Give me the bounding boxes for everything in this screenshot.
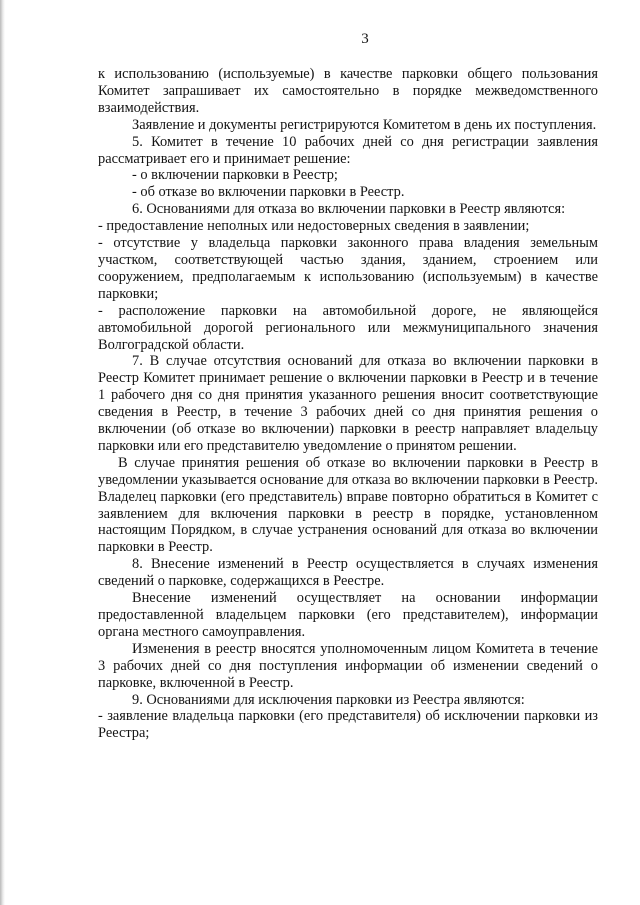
paragraph: 5. Комитет в течение 10 рабочих дней со дня регистрации заявления рассматривает его и принимает решение: — [98, 133, 598, 167]
list-item: - заявление владельца парковки (его представителя) об исключении парковки из Реестра; — [98, 708, 598, 742]
paragraph: Изменения в реестр вносятся уполномоченным лицом Комитета в течение 3 рабочих дней со дня поступления информации об изменении сведений о парковке, включенной в Реестр. — [98, 640, 598, 691]
list-item: - предоставление неполных или недостоверных сведения в заявлении; — [98, 218, 530, 235]
scan-edge — [0, 0, 5, 905]
paragraph: 7. В случае отсутствия оснований для отказа во включении парковки в Реестр Комитет принимает решение о включении парковки в Реестр и в течение 1 рабочего дня со дня принятия указанного решения вносит соответствующие сведения в Реестр, в течение 3 рабочих дней со дня принятия решения о включении (об отказе во включении) парковки в реестр направляет владельцу парковки или его представителю уведомление о принятом решении. — [98, 353, 598, 454]
list-item: - об отказе во включении парковки в Реестр. — [132, 184, 405, 201]
paragraph: 8. Внесение изменений в Реестр осуществляется в случаях изменения сведений о парковке, содержащихся в Реестре. — [98, 556, 598, 590]
paragraph: В случае принятия решения об отказе во включении парковки в Реестр в уведомлении указывается основание для отказа во включении парковки в Реестр. Владелец парковки (его представитель) вправе повторно обратиться в Комитет с заявлением для включения парковки в реестр в порядке, установленном настоящим Порядком, в случае устранения оснований для отказа во включении парковки в Реестр. — [98, 454, 598, 556]
paragraph: 6. Основаниями для отказа во включении парковки в Реестр являются: — [132, 201, 566, 218]
paragraph: 9. Основаниями для исключения парковки из Реестра являются: — [132, 691, 525, 708]
paragraph: Внесение изменений осуществляет на основании информации предоставленной владельцем парковки (его представителем), информации органа местного самоуправления. — [98, 590, 598, 640]
paragraph: к использованию (используемые) в качестве парковки общего пользования Комитет запрашивает их самостоятельно в порядке межведомственного взаимодействия. — [98, 66, 598, 116]
body-text — [98, 66, 598, 742]
list-item: - расположение парковки на автомобильной дороге, не являющейся автомобильной дорогой регионального или межмуниципального значения Волгоградской области. — [98, 302, 598, 353]
paragraph: Заявление и документы регистрируются Комитетом в день их поступления. — [132, 116, 597, 133]
list-item: - о включении парковки в Реестр; — [132, 167, 338, 184]
list-item: - отсутствие у владельца парковки законного права владения земельным участком, соответствующей частью здания, зданием, строением или сооружением, предполагаемым к использованию (используемым) в качестве парковки; — [98, 235, 598, 302]
page-number: 3 — [361, 31, 369, 47]
